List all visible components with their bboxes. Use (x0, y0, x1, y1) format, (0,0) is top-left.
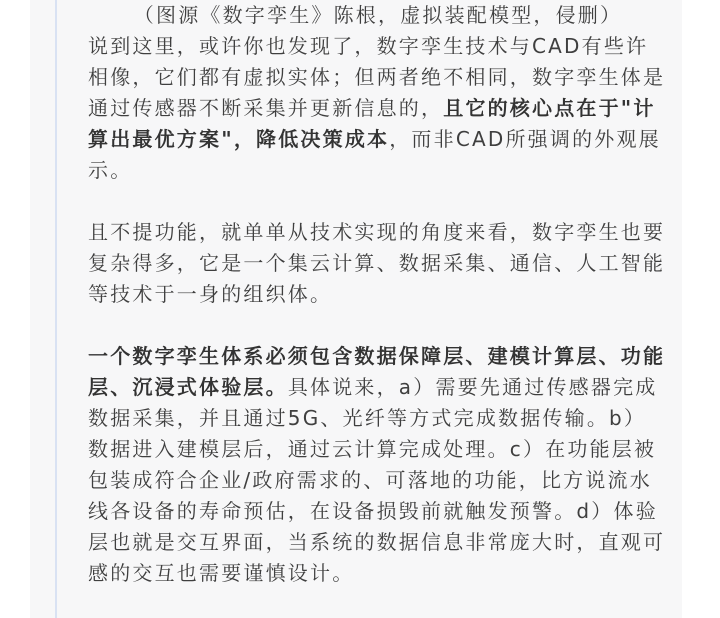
image-caption: （图源《数字孪生》陈根，虚拟装配模型，侵删） (133, 3, 623, 27)
paragraph-cad-comparison (88, 31, 668, 186)
paragraph-text: 具体说来，a）需要先通过传感器完成数据采集，并且通过5G、光纤等方式完成数据传输。b）数据进入建模层后，通过云计算完成处理。c）在功能层被包装成符合企业/政府需求的、可落地的功能，比方说流水线各设备的寿命预估，在设备损毁前就触发预警。d）体验层也就是交互界面，当系统的数据信息非常庞大时，直观可感的交互也需要谨慎设计。 (88, 375, 666, 585)
paragraph-text: 说到这里，或许你也发现了，数字孪生技术与CAD有些许相像，它们都有虚拟实体；但两者绝不相同，数字孪生体是通过传感器不断采集并更新信息的， (88, 34, 666, 120)
paragraph-system-layers (88, 341, 668, 589)
paragraph-technical-complexity (88, 217, 668, 310)
paragraph-text: 且不提功能，就单单从技术实现的角度来看，数字孪生也要复杂得多，它是一个集云计算、数据采集、通信、人工智能等技术于一身的组织体。 (88, 220, 666, 306)
emphasis-text: 且它的核心点在于"计算出最优方案"，降低决策成本 (88, 96, 656, 151)
quote-bar (55, 0, 57, 618)
paragraph-text: ，而非CAD所强调的外观展示。 (88, 127, 661, 182)
emphasis-text: 一个数字孪生体系必须包含数据保障层、建模计算层、功能层、沉浸式体验层。 (88, 344, 666, 399)
